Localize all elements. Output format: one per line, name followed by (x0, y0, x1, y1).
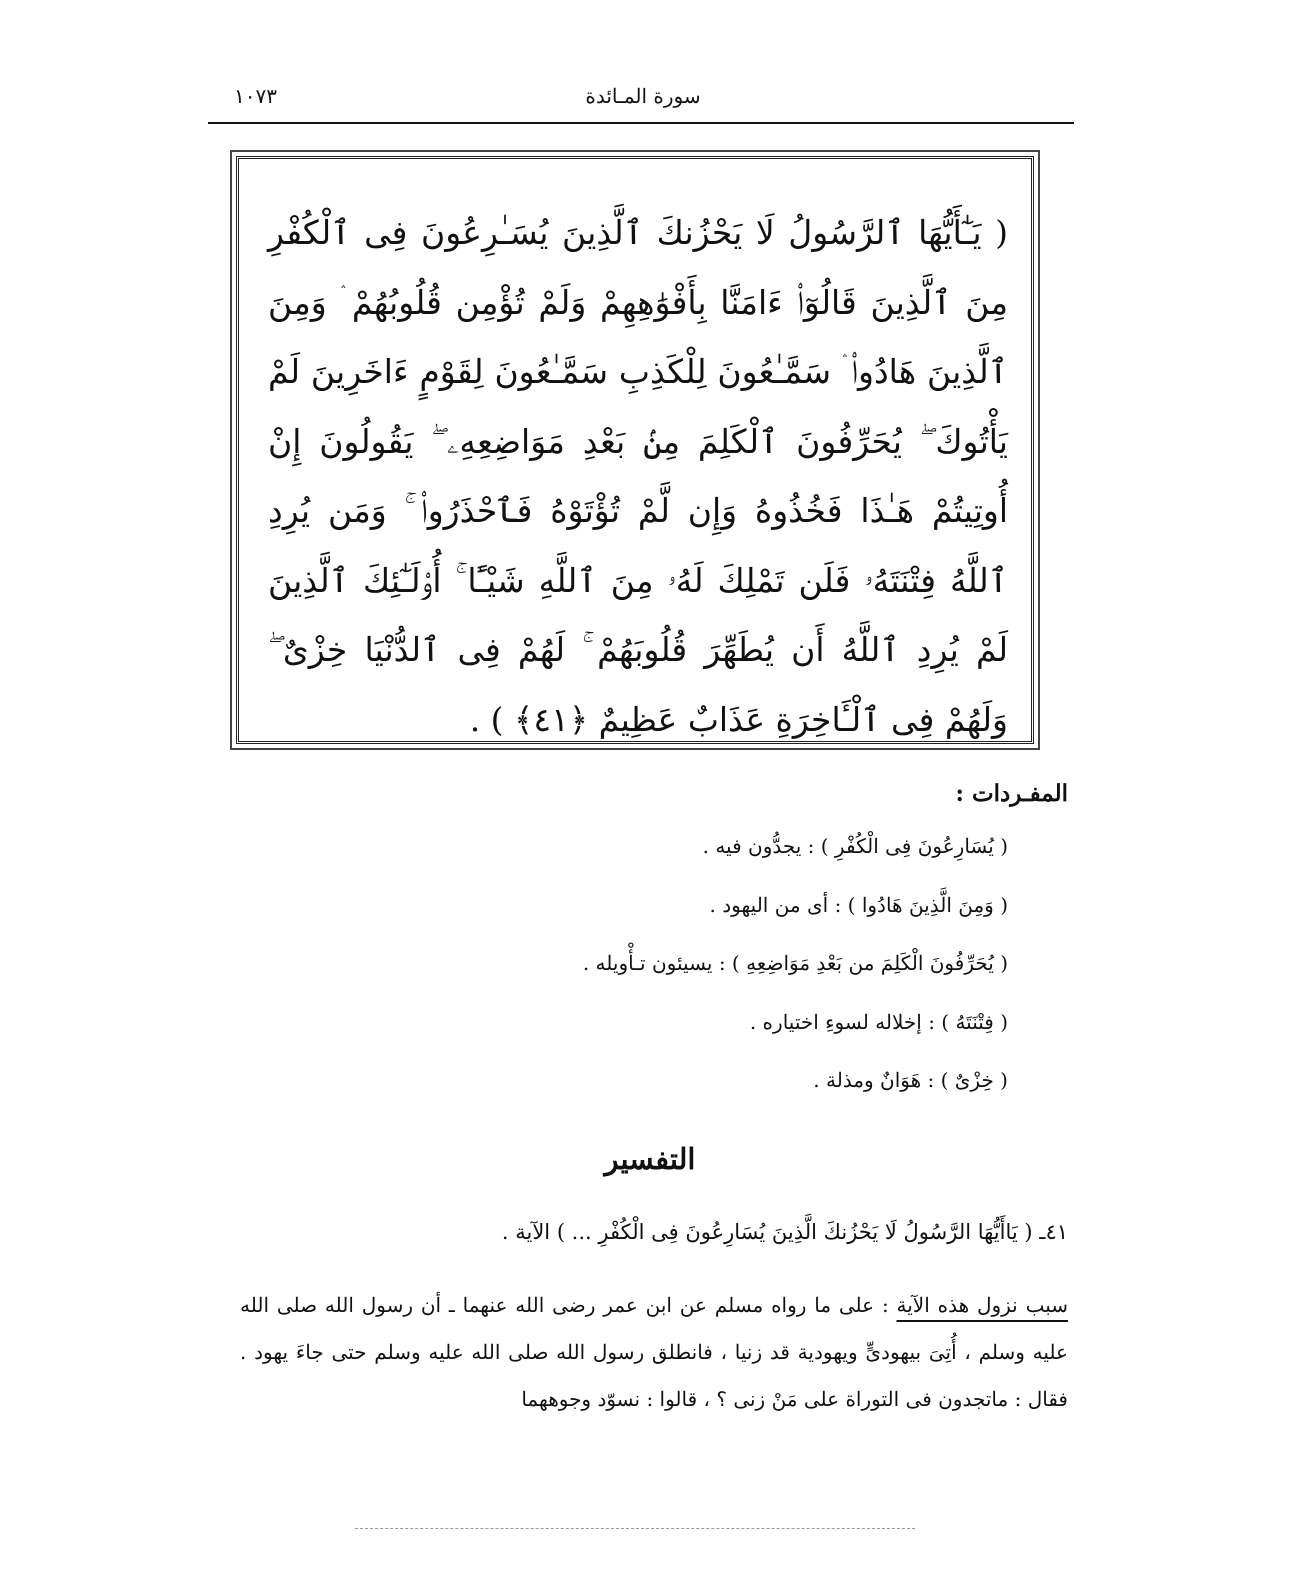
vocabulary-item: ( يُحَرِّفُونَ الْكَلِمَ من بَعْدِ مَوَاضِعِهِ ) : يسيئون تـأْويله . (582, 951, 1008, 975)
header-divider (208, 122, 1074, 124)
vocabulary-item: ( وَمِنَ الَّذِينَ هَادُوا ) : أى من اليهود . (709, 892, 1008, 917)
paragraph-text: : على ما رواه مسلم عن ابن عمر رضى الله عنهما ـ أن رسول الله صلى الله عليه وسلم ، أُتِىَ بيهودىٍّ ويهودية قد زنيا ، فانطلق رسول الله صلى الله عليه وسلم حتى جاءَ يهود . فقال : ماتجدون فى التوراة على مَنْ زنى ؟ ، قالوا : نسوّد وجوههما (240, 1293, 1068, 1411)
vocabulary-item: ( خِزْىٌ ) : هَوَانٌ ومذلة . (813, 1068, 1008, 1092)
tafsir-verse-reference: ٤١ـ ( يَاأَيُّهَا الرَّسُولُ لَا يَحْزُنكَ الَّذِينَ يُسَارِعُونَ فِى الْكُفْرِ ... ) الآية . (501, 1220, 1068, 1244)
page-header (212, 80, 1074, 116)
tafsir-paragraph (240, 1282, 1068, 1423)
underlined-phrase: سبب نزول هذه الآية (896, 1293, 1068, 1317)
quran-verse-text: ( يَـٰٓأَيُّهَا ٱلرَّسُولُ لَا يَحْزُنكَ ٱلَّذِينَ يُسَـٰرِعُونَ فِى ٱلْكُفْرِ مِنَ ٱلَّذِينَ قَالُوٓا۟ ءَامَنَّا بِأَفْوَٰهِهِمْ وَلَمْ تُؤْمِن قُلُوبُهُمْ ۛ وَمِنَ ٱلَّذِينَ هَادُوا۟ ۛ سَمَّـٰعُونَ لِلْكَذِبِ سَمَّـٰعُونَ لِقَوْمٍ ءَاخَرِينَ لَمْ يَأْتُوكَ ۖ يُحَرِّفُونَ ٱلْكَلِمَ مِنۢ بَعْدِ مَوَاضِعِهِۦ ۖ يَقُولُونَ إِنْ أُوتِيتُمْ هَـٰذَا فَخُذُوهُ وَإِن لَّمْ تُؤْتَوْهُ فَٱحْذَرُوا۟ ۚ وَمَن يُرِدِ ٱللَّهُ فِتْنَتَهُۥ فَلَن تَمْلِكَ لَهُۥ مِنَ ٱللَّهِ شَيْـًٔا ۚ أُو۟لَـٰٓئِكَ ٱلَّذِينَ لَمْ يُرِدِ ٱللَّهُ أَن يُطَهِّرَ قُلُوبَهُمْ ۚ لَهُمْ فِى ٱلدُّنْيَا خِزْىٌ ۖ وَلَهُمْ فِى ٱلْـَٔاخِرَةِ عَذَابٌ عَظِيمٌ ﴿٤١﴾ ) . (268, 213, 1008, 739)
tafsir-heading: التفسير (604, 1142, 696, 1176)
vocabulary-list (248, 830, 1008, 1123)
surah-title: سورة المـائدة (585, 84, 701, 108)
page-number: ١٠٧٣ (234, 84, 277, 108)
vocabulary-item: ( فِتْنَتَهُ ) : إخلاله لسوءِ اختياره . (749, 1009, 1008, 1034)
vocabulary-heading: المفـردات : (955, 780, 1068, 807)
footer-divider (355, 1528, 915, 1529)
vocabulary-item: ( يُسَارِعُونَ فِى الْكُفْرِ ) : يجدُّون فيه . (702, 834, 1008, 858)
